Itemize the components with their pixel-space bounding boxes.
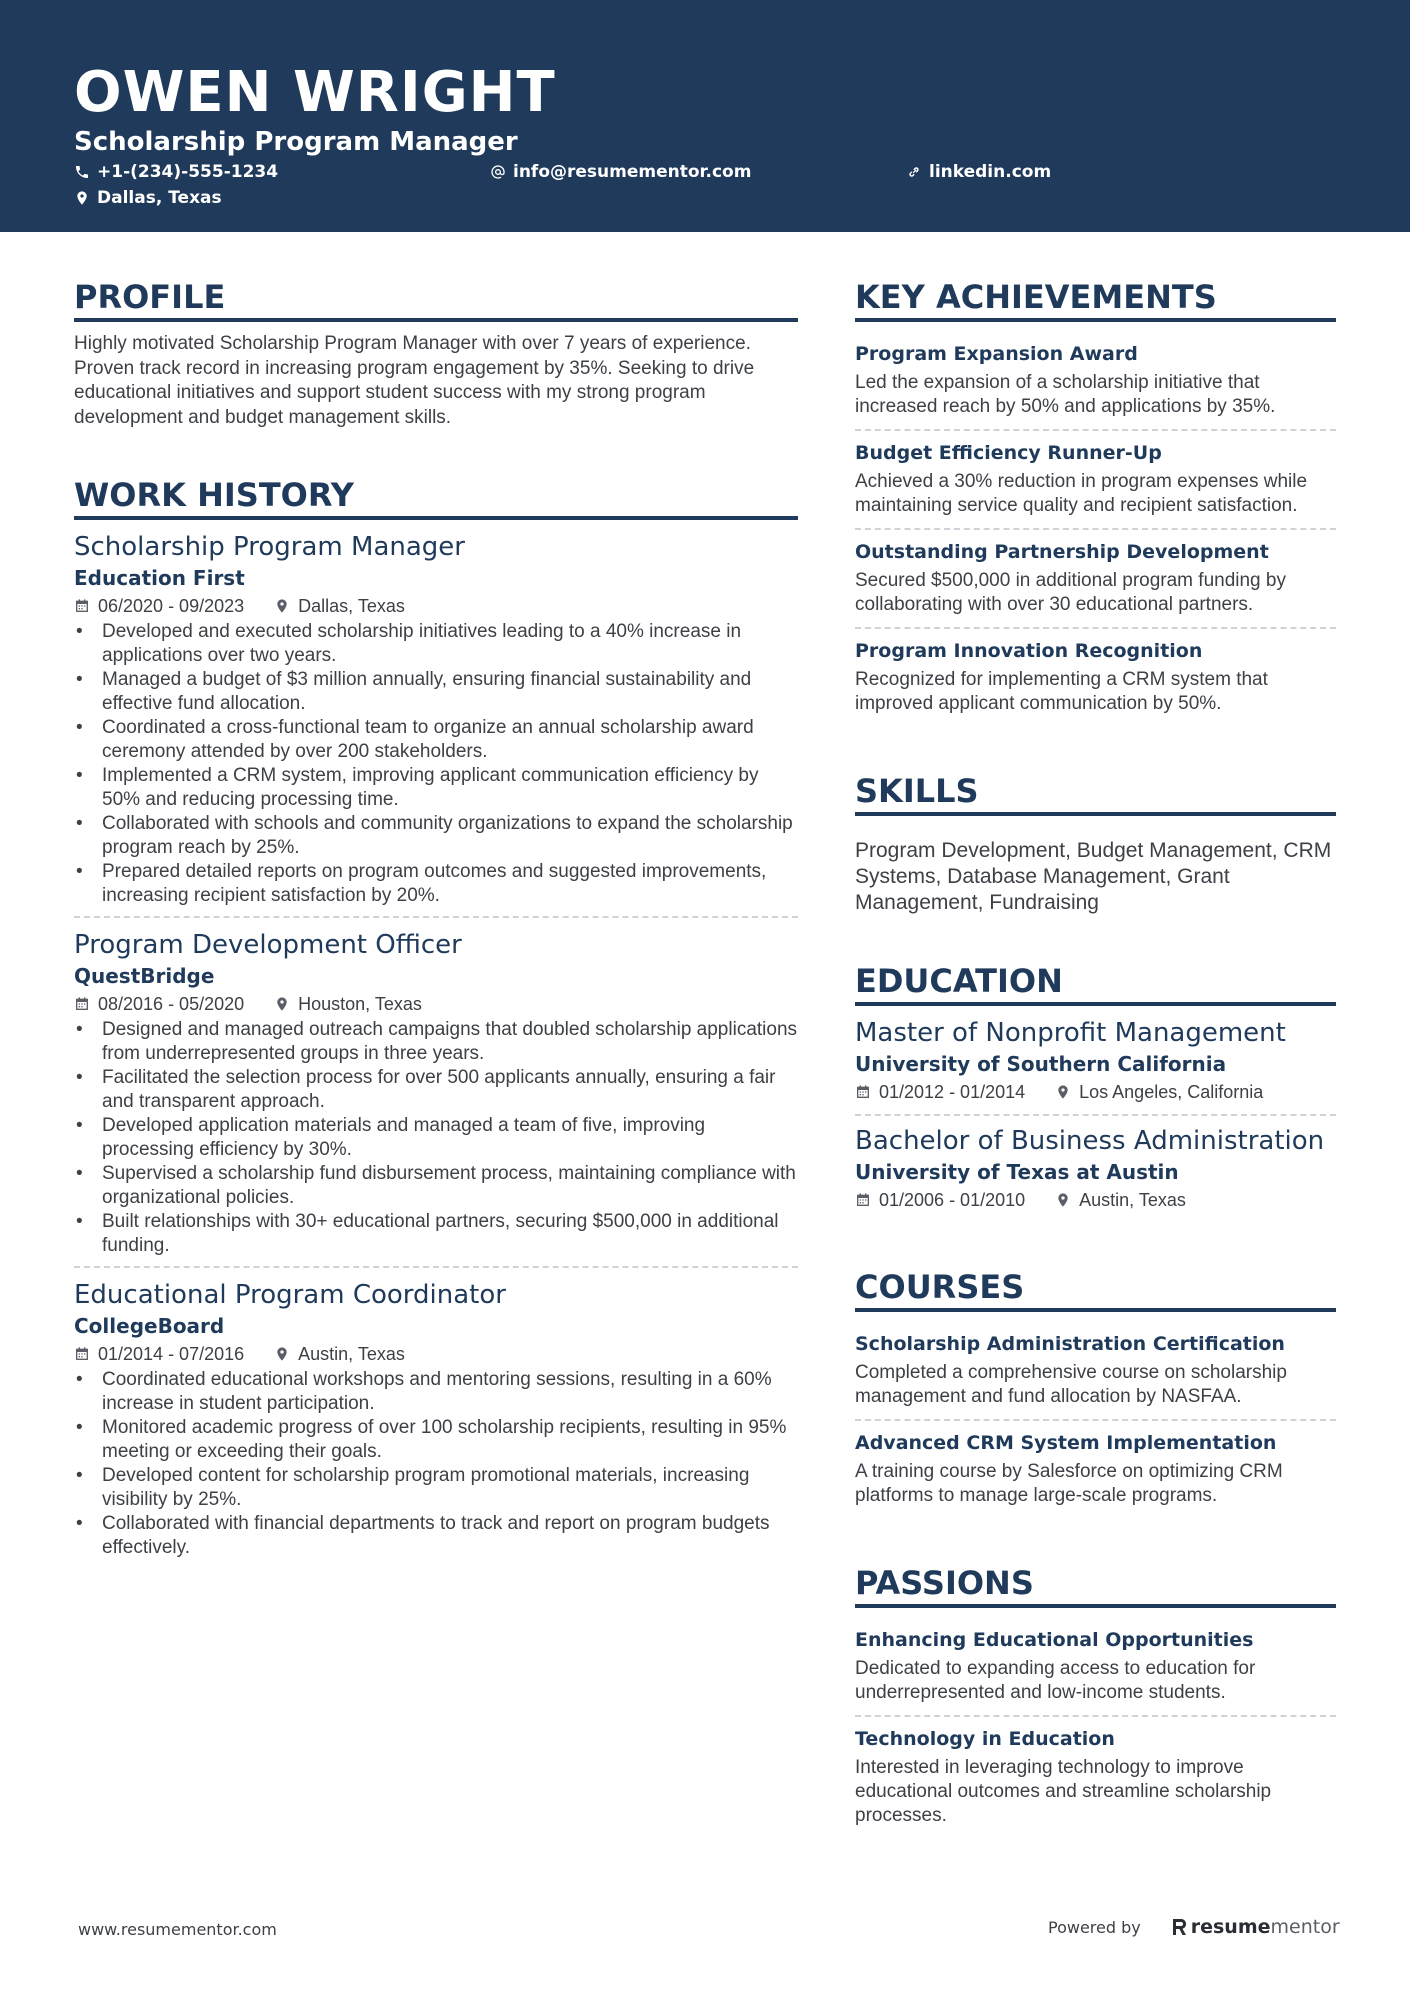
achievement-title: Outstanding Partnership Development <box>855 541 1269 563</box>
course-desc: A training course by Salesforce on optimizing CRM platforms to manage large-scale programs. <box>855 1461 1283 1506</box>
right-column <box>855 276 1336 1882</box>
job-bullet: • Coordinated a cross-functional team to organize an annual scholarship award ceremony attended by over 200 stakeholders. <box>102 716 798 764</box>
job-bullet: • Developed application materials and managed a team of five, improving processing efficiency by 30%. <box>102 1114 798 1162</box>
job-bullet: • Developed and executed scholarship initiatives leading to a 40% increase in applications over two years. <box>102 620 798 668</box>
education-dates: 01/2006 - 01/2010 <box>879 1190 1026 1210</box>
school-name: University of Texas at Austin <box>855 1160 1179 1184</box>
job-bullet: • Built relationships with 30+ educational partners, securing $500,000 in additional funding. <box>102 1210 798 1258</box>
job-bullet: • Implemented a CRM system, improving applicant communication efficiency by 50% and reducing processing time. <box>102 764 798 812</box>
achievement-item <box>855 627 1336 726</box>
passion-desc: Interested in leveraging technology to improve educational outcomes and streamline scholarship processes. <box>855 1757 1272 1826</box>
job-dates: 06/2020 - 09/2023 <box>98 596 245 616</box>
left-column <box>74 276 798 1612</box>
calendar-icon <box>74 598 90 614</box>
education-meta <box>855 1078 1336 1106</box>
resumementor-logo-icon <box>1171 1917 1187 1937</box>
passion-item <box>855 1715 1336 1838</box>
education-section <box>855 960 1336 1222</box>
email-text[interactable]: info@resumementor.com <box>513 162 752 182</box>
education-item <box>855 1114 1336 1222</box>
work-history-section <box>74 474 798 1568</box>
job-bullet: • Prepared detailed reports on program outcomes and suggested improvements, increasing recipient satisfaction by 20%. <box>102 860 798 908</box>
course-title: Scholarship Administration Certification <box>855 1333 1285 1355</box>
job-bullet: • Coordinated educational workshops and mentoring sessions, resulting in a 60% increase in student participation. <box>102 1368 798 1416</box>
job-bullet: • Collaborated with schools and community organizations to expand the scholarship program reach by 25%. <box>102 812 798 860</box>
footer-website[interactable]: www.resumementor.com <box>78 1920 277 1939</box>
candidate-title: Scholarship Program Manager <box>74 127 518 157</box>
achievement-item <box>855 528 1336 627</box>
achievement-desc: Led the expansion of a scholarship initiative that increased reach by 50% and applications by 35%. <box>855 372 1276 417</box>
courses-section <box>855 1266 1336 1518</box>
courses-heading: COURSES <box>855 1266 1336 1312</box>
job-meta <box>74 1340 798 1368</box>
education-item <box>855 1016 1336 1114</box>
map-pin-icon <box>274 1346 290 1362</box>
job-location <box>274 1340 405 1368</box>
job-bullet: • Developed content for scholarship program promotional materials, increasing visibility by 25%. <box>102 1464 798 1512</box>
achievement-title: Program Innovation Recognition <box>855 640 1203 662</box>
passion-title: Technology in Education <box>855 1728 1115 1750</box>
job-bullet: • Collaborated with financial departments to track and report on program budgets effectively. <box>102 1512 798 1560</box>
passions-section <box>855 1562 1336 1838</box>
achievement-item <box>855 429 1336 528</box>
brand-bold: resume <box>1190 1916 1271 1938</box>
passions-heading: PASSIONS <box>855 1562 1336 1608</box>
job-entry <box>74 1266 798 1568</box>
map-pin-icon <box>74 190 90 206</box>
job-title: Scholarship Program Manager <box>74 532 465 562</box>
course-desc: Completed a comprehensive course on scholarship management and fund allocation by NASFAA. <box>855 1362 1287 1407</box>
job-bullets <box>74 1368 798 1560</box>
achievement-desc: Recognized for implementing a CRM system that improved applicant communication by 50%. <box>855 669 1268 714</box>
job-bullet: • Facilitated the selection process for over 500 applicants annually, ensuring a fair and transparent approach. <box>102 1066 798 1114</box>
achievements-section <box>855 276 1336 726</box>
education-meta <box>855 1186 1336 1214</box>
passion-title: Enhancing Educational Opportunities <box>855 1629 1254 1651</box>
map-pin-icon <box>1055 1192 1071 1208</box>
profile-text: Highly motivated Scholarship Program Manager with over 7 years of experience. Proven track record in increasing program engagement by 35%. Seeking to drive educational initiatives and support student success with my strong program development and budget management skills. <box>74 333 755 428</box>
resume-header <box>0 0 1410 232</box>
candidate-name: OWEN WRIGHT <box>74 60 556 125</box>
course-item <box>855 1419 1336 1518</box>
profile-section <box>74 276 798 430</box>
company-name: QuestBridge <box>74 964 215 988</box>
achievement-title: Budget Efficiency Runner-Up <box>855 442 1162 464</box>
map-pin-icon <box>274 598 290 614</box>
footer-powered <box>1048 1916 1340 1938</box>
contact-location <box>74 188 222 208</box>
achievement-item <box>855 332 1336 429</box>
company-name: CollegeBoard <box>74 1314 225 1338</box>
job-bullet: • Monitored academic progress of over 100 scholarship recipients, resulting in 95% meeting or exceeding their goals. <box>102 1416 798 1464</box>
job-location <box>274 990 422 1018</box>
course-item <box>855 1322 1336 1419</box>
skills-section <box>855 770 1336 916</box>
degree-title: Bachelor of Business Administration <box>855 1126 1325 1156</box>
skills-text: Program Development, Budget Management, CRM Systems, Database Management, Grant Management, Fundraising <box>855 839 1332 914</box>
skills-heading: SKILLS <box>855 770 1336 816</box>
job-bullet: • Supervised a scholarship fund disbursement process, maintaining compliance with organizational policies. <box>102 1162 798 1210</box>
education-location-text: Los Angeles, California <box>1079 1082 1264 1102</box>
calendar-icon <box>74 996 90 1012</box>
passion-desc: Dedicated to expanding access to education for underrepresented and low-income students. <box>855 1658 1256 1703</box>
achievement-desc: Secured $500,000 in additional program funding by collaborating with over 30 educational partners. <box>855 570 1286 615</box>
job-location-text: Austin, Texas <box>298 1344 405 1364</box>
job-bullet: • Designed and managed outreach campaigns that doubled scholarship applications from underrepresented groups in three years. <box>102 1018 798 1066</box>
job-bullet: • Managed a budget of $3 million annually, ensuring financial sustainability and effective fund allocation. <box>102 668 798 716</box>
brand-light: mentor <box>1270 1916 1340 1938</box>
job-meta <box>74 990 798 1018</box>
brand-logo[interactable] <box>1171 1916 1340 1938</box>
contact-email[interactable] <box>490 162 751 182</box>
education-location <box>1055 1078 1263 1106</box>
company-name: Education First <box>74 566 245 590</box>
job-entry <box>74 530 798 916</box>
job-meta <box>74 592 798 620</box>
calendar-icon <box>74 1346 90 1362</box>
link-icon <box>906 164 922 180</box>
job-bullets <box>74 620 798 908</box>
contact-phone <box>74 162 278 182</box>
at-icon <box>490 164 506 180</box>
achievements-heading: KEY ACHIEVEMENTS <box>855 276 1336 322</box>
profile-heading: PROFILE <box>74 276 798 322</box>
education-location <box>1055 1186 1186 1214</box>
job-title: Educational Program Coordinator <box>74 1280 506 1310</box>
job-bullets <box>74 1018 798 1258</box>
calendar-icon <box>855 1084 871 1100</box>
school-name: University of Southern California <box>855 1052 1227 1076</box>
passion-item <box>855 1618 1336 1715</box>
job-title: Program Development Officer <box>74 930 462 960</box>
contact-linkedin[interactable] <box>906 162 1051 182</box>
degree-title: Master of Nonprofit Management <box>855 1018 1286 1048</box>
phone-text: +1-(234)-555-1234 <box>97 162 279 182</box>
education-location-text: Austin, Texas <box>1079 1190 1186 1210</box>
map-pin-icon <box>274 996 290 1012</box>
education-heading: EDUCATION <box>855 960 1336 1006</box>
course-title: Advanced CRM System Implementation <box>855 1432 1277 1454</box>
phone-icon <box>74 164 90 180</box>
work-history-heading: WORK HISTORY <box>74 474 798 520</box>
job-location-text: Houston, Texas <box>298 994 422 1014</box>
education-dates: 01/2012 - 01/2014 <box>879 1082 1026 1102</box>
linkedin-text[interactable]: linkedin.com <box>929 162 1052 182</box>
job-dates: 08/2016 - 05/2020 <box>98 994 245 1014</box>
map-pin-icon <box>1055 1084 1071 1100</box>
powered-by-text: Powered by <box>1048 1917 1141 1937</box>
job-dates: 01/2014 - 07/2016 <box>98 1344 245 1364</box>
job-location <box>274 592 405 620</box>
achievement-title: Program Expansion Award <box>855 343 1138 365</box>
achievement-desc: Achieved a 30% reduction in program expenses while maintaining service quality and recipient satisfaction. <box>855 471 1308 516</box>
location-text: Dallas, Texas <box>97 188 222 208</box>
job-location-text: Dallas, Texas <box>298 596 405 616</box>
job-entry <box>74 916 798 1266</box>
calendar-icon <box>855 1192 871 1208</box>
